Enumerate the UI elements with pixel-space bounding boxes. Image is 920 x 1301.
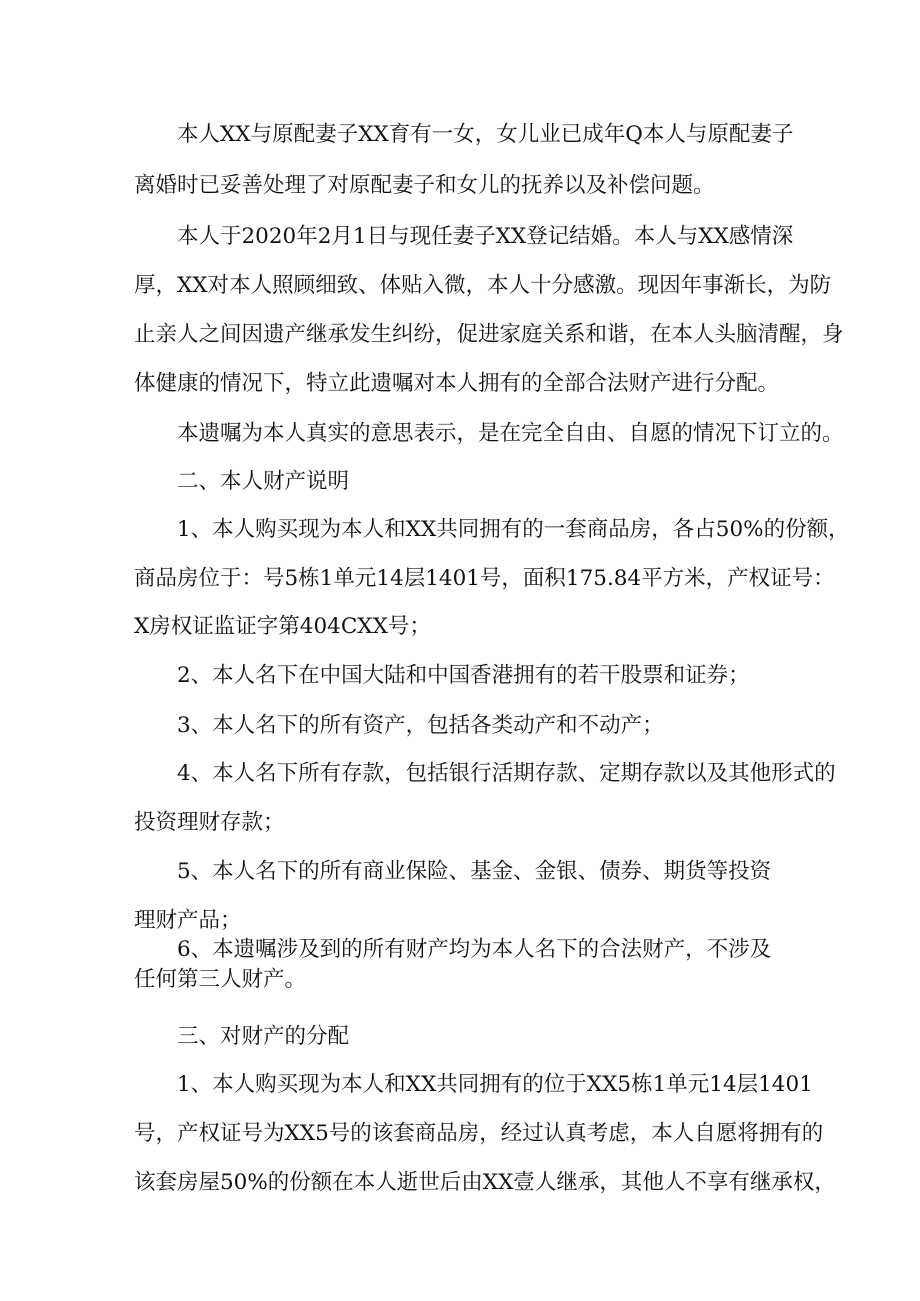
text-line: X房权证监证字第404CXX号； [134,614,431,639]
text-line: 厚，XX对本人照顾细致、体贴入微，本人十分感激。现因年事渐长，为防 [134,273,832,298]
text-line: 任何第三人财产。 [134,967,307,992]
text-line: 4、本人名下所有存款，包括银行活期存款、定期存款以及其他形式的 [177,761,836,786]
text-line: 1、本人购买现为本人和XX共同拥有的位于XX5栋1单元14层1401 [177,1072,813,1097]
text-line: 体健康的情况下，特立此遗嘱对本人拥有的全部合法财产进行分配。 [134,371,780,396]
text-line: 止亲人之间因遗产继承发生纠纷，促进家庭关系和谐，在本人头脑清醒，身 [134,322,844,347]
text-line: 3、本人名下的所有资产，包括各类动产和不动产； [177,713,664,738]
text-line: 6、本遗嘱涉及到的所有财产均为本人名下的合法财产，不涉及 [177,937,772,962]
text-line: 投资理财存款； [134,810,285,835]
text-line: 5、本人名下的所有商业保险、基金、金银、债券、期货等投资 [177,859,772,884]
text-line: 1、本人购买现为本人和XX共同拥有的一套商品房，各占50%的份额， [177,517,850,542]
text-line: 该套房屋50%的份额在本人逝世后由XX壹人继承，其他人不享有继承权， [134,1170,836,1195]
section-heading: 二、本人财产说明 [177,469,350,494]
text-line: 理财产品； [134,908,242,933]
text-line: 本遗嘱为本人真实的意思表示，是在完全自由、自愿的情况下订立的。 [177,421,844,446]
text-line: 号，产权证号为XX5号的该套商品房，经过认真考虑，本人自愿将拥有的 [134,1121,824,1146]
text-line: 离婚时已妥善处理了对原配妻子和女儿的抚养以及补偿问题。 [134,173,715,198]
text-line: 2、本人名下在中国大陆和中国香港拥有的若干股票和证券； [177,663,750,688]
section-heading: 三、对财产的分配 [177,1024,350,1049]
text-line: 商品房位于：号5栋1单元14层1401号，面积175.84平方米，产权证号： [134,566,835,591]
text-line: 本人XX与原配妻子XX育有一女，女儿业已成年Q本人与原配妻子 [177,122,794,147]
text-line: 本人于2020年2月1日与现任妻子XX登记结婚。本人与XX感情深 [177,224,794,249]
